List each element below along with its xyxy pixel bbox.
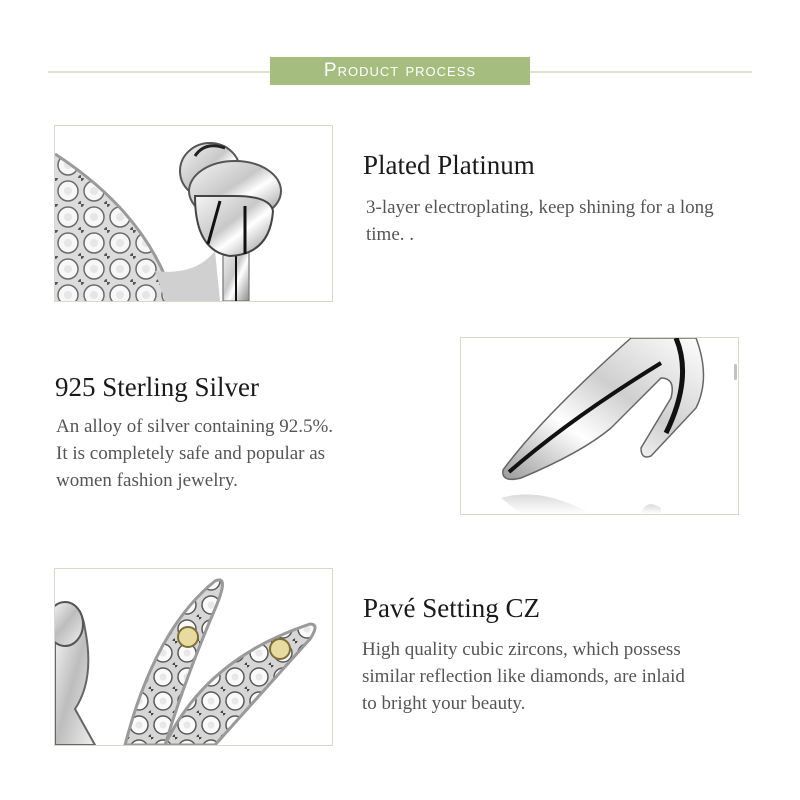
feature-title-pave-setting: Pavé Setting CZ — [363, 593, 540, 623]
fairy-shoe-image — [461, 338, 738, 514]
description-line: similar reflection like diamonds, are inlaid — [362, 666, 685, 687]
feature-image-pave-setting — [54, 568, 333, 746]
description-line: An alloy of silver containing 92.5%. — [56, 416, 334, 437]
feature-description-sterling-silver — [56, 413, 416, 494]
fairy-head-image — [55, 126, 332, 301]
description-line: High quality cubic zircons, which possess — [362, 639, 681, 660]
feature-image-plated-platinum — [54, 125, 333, 302]
feature-description-plated-platinum: 3-layer electroplating, keep shining for a long time. . — [366, 197, 714, 245]
feature-description-pave-setting — [362, 636, 762, 717]
feature-image-sterling-silver — [460, 337, 739, 515]
feature-title-sterling-silver: 925 Sterling Silver — [55, 372, 259, 402]
section-banner-title: Product process — [323, 60, 477, 81]
description-line: It is completely safe and popular as — [56, 443, 326, 464]
decorative-mark — [734, 364, 737, 380]
description-line: to bright your beauty. — [362, 693, 526, 714]
feature-title-plated-platinum: Plated Platinum — [363, 150, 535, 180]
description-line: women fashion jewelry. — [56, 470, 238, 491]
fairy-wings-image — [55, 569, 332, 745]
section-banner — [270, 57, 530, 85]
